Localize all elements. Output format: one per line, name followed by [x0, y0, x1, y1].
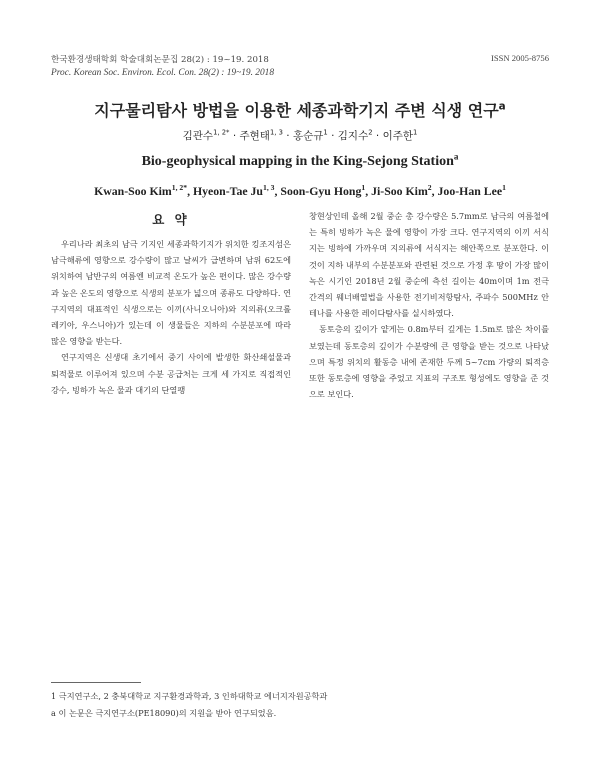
english-author-affiliation: 1	[361, 183, 366, 193]
title-english-text: Bio-geophysical mapping in the King-Sejong Station	[141, 154, 454, 169]
title-english	[0, 151, 600, 170]
authors-english	[0, 184, 600, 199]
summary-heading: 요 약	[152, 212, 190, 227]
english-author-name: Hyeon-Tae Ju	[192, 184, 263, 198]
title-korean-sup: a	[498, 100, 506, 113]
korean-author-affiliation: 1	[413, 128, 418, 137]
english-author-name: Kwan-Soo Kim	[94, 184, 172, 198]
korean-author-affiliation: 1	[323, 128, 328, 137]
english-author-name: Soon-Gyu Hong	[280, 184, 362, 198]
abstract-right-column	[309, 208, 549, 402]
abstract-paragraph: 동토층의 깊이가 얕게는 0.8m부터 깊게는 1.5m로 많은 차이를 보였는데 동토층의 깊이가 수분량에 큰 영향을 받는 것으로 나타났으며 특정 위치의 활동층 내에 존재한 두께 5~7cm 가량의 퇴적층 또한 동토층에 영향을 주었고 지표의 구조토 형성에도 영향을 준 것으로 보인다.	[309, 324, 549, 400]
korean-author-name: 주현태	[239, 130, 270, 142]
author-separator: ·	[286, 130, 290, 142]
abstract-paragraph: 창현상인데 올해 2월 중순 총 강수량은 5.7mm로 남극의 여름철에는 특히 빙하가 녹은 물에 영향이 가장 크다. 연구지역의 이끼 서식지는 빙하에 가까우며 지의류에 서식지는 해안쪽으로 분포한다. 이것이 지하 내부의 수분분포와 관련된 것으로 가정 후 땅이 가장 많이 녹은 시기인 2018년 2월 중순에 측선 길이는 40m이며 1m 전극 간격의 웨너배열법을 사용한 전기비저항탐사, 주파수 500MHz 안테나를 사용한 레이다탐사를 실시하였다.	[309, 211, 549, 319]
korean-author-affiliation: 2	[368, 128, 373, 137]
author-separator: ,	[274, 184, 278, 198]
abstract-paragraph: 우리나라 최초의 남극 기지인 세종과학기지가 위치한 킹조지섬은 남극해류에 영향으로 강수량이 많고 날씨가 급변하며 남위 62도에 위치하여 남반구의 여름엔 비교적 온도가 높은 편이다. 많은 강수량과 높은 온도의 영향으로 식생의 분포가 넓으며 종류도 다양하다. 연구지역의 대표적인 식생으로는 이끼(사니오니아)와 지의류(오크롤레키아, 우스니아)가 있는데 이 생물들은 지하의 수분분포에 따라 많은 영향을 받는다.	[51, 239, 291, 347]
footnote-affiliations: 1 극지연구소, 2 충북대학교 지구환경과학과, 3 인하대학교 에너지자원공학과	[51, 691, 328, 701]
title-korean-text: 지구물리탐사 방법을 이용한 세종과학기지 주변 식생 연구	[94, 101, 499, 120]
authors-korean	[0, 128, 600, 143]
author-separator: ,	[431, 184, 435, 198]
author-separator: ,	[187, 184, 191, 198]
abstract-left-column	[51, 236, 291, 398]
korean-author-name: 김지수	[337, 130, 369, 142]
issn: ISSN 2005-8756	[490, 53, 549, 63]
title-english-sup: a	[453, 151, 459, 162]
title-korean	[0, 98, 600, 121]
author-separator: ·	[232, 130, 237, 142]
korean-author-name: 홍순규	[292, 130, 324, 142]
english-author-affiliation: 1, 3	[263, 183, 275, 193]
english-author-affiliation: 1	[502, 183, 506, 193]
author-separator: ·	[375, 130, 380, 142]
korean-author-name: 김관수	[182, 130, 214, 142]
english-author-affiliation: 2	[427, 183, 432, 193]
author-separator: ,	[365, 184, 369, 198]
footnote-funding: a 이 논문은 극지연구소(PE18090)의 지원을 받아 연구되었음.	[51, 708, 277, 718]
korean-author-affiliation: 1, 3	[269, 128, 283, 137]
korean-author-affiliation: 1, 2*	[213, 128, 230, 137]
journal-header-english: Proc. Korean Soc. Environ. Ecol. Con. 28(2) : 19~19. 2018	[51, 68, 275, 78]
korean-author-name: 이주한	[382, 130, 414, 142]
english-author-name: Ji-Soo Kim	[371, 184, 428, 198]
journal-header-korean: 한국환경생태학회 학술대회논문집 28(2) : 19~19. 2018	[51, 55, 269, 65]
author-separator: ·	[331, 130, 335, 142]
english-author-name: Joo-Han Lee	[437, 184, 503, 198]
abstract-paragraph: 연구지역은 신생대 초기에서 중기 사이에 발생한 화산쇄설물과 퇴적물로 이루어져 있으며 수분 공급처는 크게 세 가지로 직접적인 강수, 빙하가 녹은 물과 대기의 단열팽	[51, 352, 291, 395]
english-author-affiliation: 1, 2*	[171, 183, 188, 193]
footnote-divider	[51, 682, 141, 683]
